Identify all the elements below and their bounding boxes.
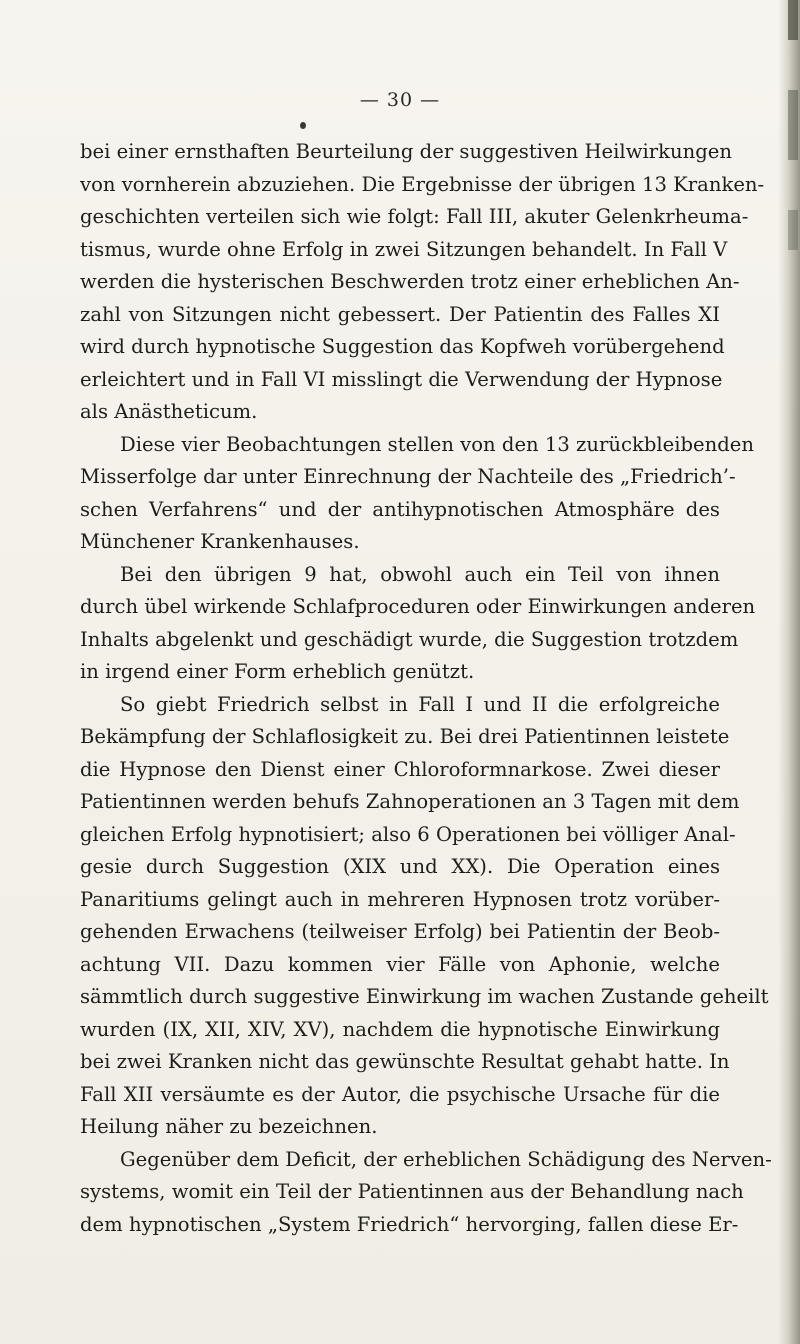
text-line: schen Verfahrens“ und der antihypnotischen Atmosphäre des [80, 497, 720, 521]
text-line: bei einer ernsthaften Beurteilung der suggestiven Heilwirkungen [80, 140, 732, 163]
text-line: Fall XII versäumte es der Autor, die psychische Ursache für die [80, 1082, 720, 1106]
text-line: von vornherein abzuziehen. Die Ergebnisse der übrigen 13 Kranken- [80, 172, 765, 196]
body-text [80, 136, 772, 1241]
text-line: gleichen Erfolg hypnotisiert; also 6 Operationen bei völliger Anal- [80, 822, 736, 846]
text-line: gesie durch Suggestion (XIX und XX). Die Operation eines [80, 855, 720, 878]
page-edge-shadow [778, 0, 800, 1344]
text-line: Panaritiums gelingt auch in mehreren Hypnosen trotz vorüber- [80, 887, 720, 911]
text-line: Diese vier Beobachtungen stellen von den 13 zurückbleibenden [120, 432, 755, 456]
page-edge-mark [788, 0, 798, 40]
text-line: werden die hysterischen Beschwerden trotz einer erheblichen An- [80, 270, 740, 293]
text-line: Misserfolge dar unter Einrechnung der Nachteile des „Friedrich’- [80, 465, 736, 488]
text-line: die Hypnose den Dienst einer Chloroformnarkose. Zwei dieser [80, 757, 720, 781]
text-line: tismus, wurde ohne Erfolg in zwei Sitzungen behandelt. In Fall V [80, 237, 728, 261]
text-line: zahl von Sitzungen nicht gebessert. Der Patientin des Falles XI [80, 302, 720, 326]
text-line: dem hypnotischen „System Friedrich“ hervorging, fallen diese Er- [80, 1212, 739, 1236]
text-line: So giebt Friedrich selbst in Fall I und II die erfolgreiche [120, 692, 720, 716]
text-line: systems, womit ein Teil der Patientinnen aus der Behandlung nach [80, 1180, 744, 1203]
text-line: wurden (IX, XII, XIV, XV), nachdem die hypnotische Einwirkung [80, 1017, 720, 1041]
text-line: Patientinnen werden behufs Zahnoperationen an 3 Tagen mit dem [80, 790, 740, 813]
text-line: erleichtert und in Fall VI misslingt die Verwendung der Hypnose [80, 367, 723, 391]
text-line: geschichten verteilen sich wie folgt: Fall III, akuter Gelenkrheuma- [80, 205, 749, 228]
text-line: in irgend einer Form erheblich genützt. [80, 660, 475, 683]
text-line: wird durch hypnotische Suggestion das Kopfweh vorübergehend [80, 335, 725, 358]
text-line: Gegenüber dem Deficit, der erheblichen Schädigung des Nerven- [120, 1147, 772, 1171]
text-line: sämmtlich durch suggestive Einwirkung im wachen Zustande geheilt [80, 985, 769, 1008]
text-line: durch übel wirkende Schlafproceduren oder Einwirkungen anderen [80, 595, 756, 618]
text-line: Bekämpfung der Schlaflosigkeit zu. Bei drei Patientinnen leistete [80, 725, 730, 748]
text-line: bei zwei Kranken nicht das gewünschte Resultat gehabt hatte. In [80, 1050, 730, 1073]
text-line: Bei den übrigen 9 hat, obwohl auch ein Teil von ihnen [120, 562, 720, 586]
text-line: Münchener Krankenhauses. [80, 530, 360, 553]
text-line: als Anästheticum. [80, 400, 258, 423]
ink-speck [300, 122, 306, 129]
page-number: — 30 — [359, 89, 441, 111]
page-edge-mark [788, 210, 798, 250]
text-line: Heilung näher zu bezeichnen. [80, 1115, 378, 1138]
text-line: Inhalts abgelenkt und geschädigt wurde, die Suggestion trotzdem [80, 627, 739, 651]
text-line: gehenden Erwachens (teilweiser Erfolg) bei Patientin der Beob- [80, 920, 720, 943]
text-line: achtung VII. Dazu kommen vier Fälle von Aphonie, welche [80, 952, 720, 976]
